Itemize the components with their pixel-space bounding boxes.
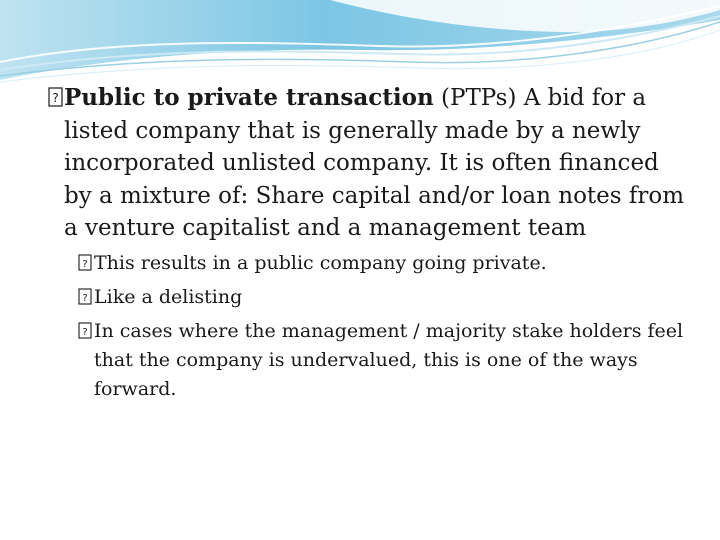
svg-text:?: ? — [52, 91, 59, 105]
main-bullet-term: Public to private transaction — [64, 84, 434, 111]
sub-bullet-text: Like a delisting — [94, 285, 243, 308]
svg-text:?: ? — [82, 326, 88, 338]
sub-bullet — [78, 283, 688, 312]
header-wave-banner — [0, 0, 720, 95]
svg-text:?: ? — [82, 292, 88, 304]
sub-bullet-text: This results in a public company going private. — [94, 251, 547, 274]
main-bullet-text: (PTPs) A bid for a listed company that is generally made by a newly incorporated unlisted company. It is often financed by a mixture of: Share capital and/or loan notes from a venture capitalist and a management team — [64, 85, 685, 241]
missing-glyph-box-icon — [78, 288, 94, 305]
svg-text:?: ? — [82, 258, 88, 270]
main-bullet — [48, 82, 688, 245]
sub-bullet — [78, 317, 688, 404]
sub-bullet-list — [48, 249, 688, 404]
missing-glyph-box-icon — [78, 322, 94, 339]
missing-glyph-box-icon — [78, 254, 94, 271]
missing-glyph-box-icon — [48, 87, 64, 107]
sub-bullet — [78, 249, 688, 278]
sub-bullet-text: In cases where the management / majority stake holders feel that the company is undervalued, this is one of the ways forward. — [94, 319, 684, 400]
slide-content — [48, 82, 688, 409]
